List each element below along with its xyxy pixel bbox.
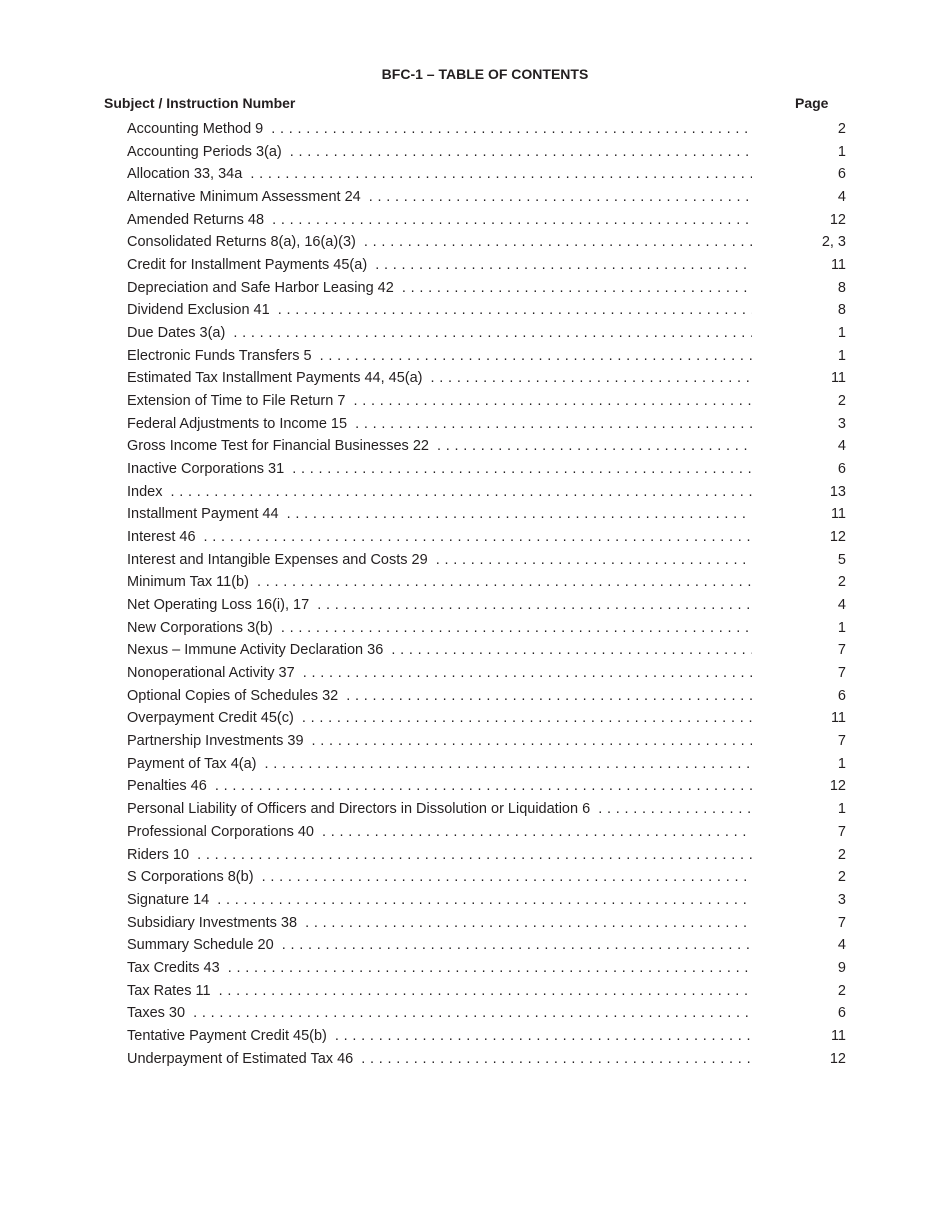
toc-page-number: 6 [837,461,846,478]
toc-subject: Partnership Investments 39 [127,733,304,750]
toc-page-number: 12 [829,211,846,228]
toc-subject: Underpayment of Estimated Tax 46 [127,1050,354,1067]
toc-subject: Signature 14 [127,891,210,908]
toc-leader [127,663,752,683]
toc-subject: Nonoperational Activity 37 [127,665,295,682]
toc-page-number: 4 [837,438,846,455]
toc-subject: Estimated Tax Installment Payments 44, 45(a) [127,370,423,387]
toc-leader [127,119,752,139]
toc-subject: Payment of Tax 4(a) [127,755,257,772]
toc-subject: Depreciation and Safe Harbor Leasing 42 [127,279,394,296]
toc-entry [127,572,846,595]
toc-subject: Due Dates 3(a) [127,325,226,342]
toc-page-number: 11 [830,506,846,523]
toc-entry [127,799,846,822]
toc-subject: Summary Schedule 20 [127,937,274,954]
toc-leader [127,913,752,933]
toc-page-number: 1 [837,801,846,818]
toc-subject: Electronic Funds Transfers 5 [127,347,312,364]
toc-leader [127,822,752,842]
toc-subject: Personal Liability of Officers and Directors in Dissolution or Liquidation 6 [127,801,591,818]
toc-entry [127,164,846,187]
toc-leader [127,890,752,910]
toc-leader [127,845,752,865]
toc-subject: Installment Payment 44 [127,506,279,523]
page-title: BFC-1 – TABLE OF CONTENTS [381,66,589,82]
toc-subject: New Corporations 3(b) [127,619,273,636]
toc-page-number: 9 [837,959,846,976]
toc-page-number: 11 [830,1027,846,1044]
toc-subject: Overpayment Credit 45(c) [127,710,294,727]
toc-entry [127,958,846,981]
toc-page-number: 1 [837,143,846,160]
toc-leader [127,164,752,184]
toc-entry [127,867,846,890]
toc-leader [127,686,752,706]
toc-entry [127,459,846,482]
toc-page-number: 2 [837,869,846,886]
toc-entry [127,278,846,301]
toc-page-number: 1 [837,619,846,636]
toc-page-number: 1 [837,347,846,364]
toc-entry [127,595,846,618]
toc-entry [127,142,846,165]
toc-page-number: 13 [829,483,846,500]
toc-subject: Inactive Corporations 31 [127,461,285,478]
toc-subject: Federal Adjustments to Income 15 [127,415,348,432]
toc-entry [127,414,846,437]
toc-subject: Tax Rates 11 [127,982,211,999]
toc-entry [127,119,846,142]
toc-page-number: 6 [837,166,846,183]
toc-entry [127,640,846,663]
toc-page-number: 11 [830,370,846,387]
toc-page-number: 3 [837,415,846,432]
toc-page-number: 2, 3 [821,234,846,251]
toc-leader [127,640,752,660]
toc-leader [127,754,752,774]
toc-entry [127,504,846,527]
toc-page-number: 3 [837,891,846,908]
toc-page-number: 7 [837,733,846,750]
toc-leader [127,142,752,162]
toc-subject: Tentative Payment Credit 45(b) [127,1027,327,1044]
toc-page-number: 2 [837,393,846,410]
toc-entry [127,935,846,958]
toc-entry [127,618,846,641]
toc-entry [127,346,846,369]
toc-leader [127,255,752,275]
toc-subject: Nexus – Immune Activity Declaration 36 [127,642,384,659]
toc-entry [127,1003,846,1026]
toc-entry [127,255,846,278]
toc-subject: Tax Credits 43 [127,959,220,976]
toc-subject: Credit for Installment Payments 45(a) [127,257,368,274]
toc-leader [127,550,752,570]
toc-page-number: 11 [830,710,846,727]
toc-page-number: 4 [837,189,846,206]
toc-leader [127,300,752,320]
toc-entry [127,550,846,573]
toc-leader [127,459,752,479]
toc-leader [127,414,752,434]
toc-page-number: 1 [837,755,846,772]
toc-leader [127,572,752,592]
toc-leader [127,527,752,547]
toc-entry [127,527,846,550]
toc-entry [127,731,846,754]
toc-entry [127,232,846,255]
toc-subject: Dividend Exclusion 41 [127,302,270,319]
toc-entry [127,323,846,346]
toc-subject: Net Operating Loss 16(i), 17 [127,597,310,614]
toc-entry [127,913,846,936]
toc-subject: S Corporations 8(b) [127,869,254,886]
toc-entry [127,1049,846,1072]
toc-page-number: 8 [837,302,846,319]
toc-leader [127,210,752,230]
toc-entry [127,845,846,868]
toc-leader [127,368,752,388]
toc-leader [127,731,752,751]
toc-leader [127,346,752,366]
toc-entry [127,822,846,845]
toc-entry [127,187,846,210]
toc-subject: Accounting Method 9 [127,121,264,137]
toc-entry [127,708,846,731]
toc-leader [127,776,752,796]
page-column-header: Page [795,95,829,111]
toc-entry [127,890,846,913]
toc-entry [127,754,846,777]
toc-subject: Optional Copies of Schedules 32 [127,687,339,704]
toc-subject: Penalties 46 [127,778,207,795]
toc-subject: Riders 10 [127,846,190,863]
toc-entry [127,776,846,799]
toc-leader [127,436,752,456]
toc-leader [127,708,752,728]
toc-subject: Taxes 30 [127,1005,186,1022]
toc-subject: Minimum Tax 11(b) [127,574,249,591]
toc-entry [127,436,846,459]
toc-entry [127,1026,846,1049]
toc-subject: Amended Returns 48 [127,211,265,228]
toc-page-number: 7 [837,914,846,931]
toc-subject: Professional Corporations 40 [127,823,314,840]
toc-page-number: 7 [837,642,846,659]
toc-entry [127,368,846,391]
toc-leader [127,799,752,819]
toc-leader [127,323,752,343]
toc-leader [127,981,752,1001]
toc-subject: Index [127,483,163,500]
toc-list [127,119,846,1071]
toc-entry [127,391,846,414]
toc-leader [127,187,752,207]
toc-subject: Alternative Minimum Assessment 24 [127,189,361,206]
toc-subject: Interest 46 [127,529,196,546]
toc-page-number: 12 [829,529,846,546]
toc-leader [127,595,752,615]
toc-subject: Interest and Intangible Expenses and Costs 29 [127,551,428,568]
toc-page-number: 11 [830,257,846,274]
toc-leader [127,1026,752,1046]
toc-page-number: 12 [829,778,846,795]
toc-page-number: 1 [837,325,846,342]
toc-leader [127,1049,752,1069]
toc-leader [127,391,752,411]
toc-page-number: 4 [837,597,846,614]
toc-page-number: 7 [837,823,846,840]
toc-leader [127,867,752,887]
toc-entry [127,210,846,233]
toc-entry [127,686,846,709]
toc-subject: Allocation 33, 34a [127,166,243,183]
toc-page-number: 2 [837,982,846,999]
toc-subject: Accounting Periods 3(a) [127,143,282,160]
toc-entry [127,981,846,1004]
toc-entry [127,663,846,686]
toc-page-number: 12 [829,1050,846,1067]
toc-leader [127,935,752,955]
subject-column-header: Subject / Instruction Number [104,95,296,111]
toc-subject: Extension of Time to File Return 7 [127,393,346,410]
toc-page-number: 4 [837,937,846,954]
toc-page-number: 2 [837,121,846,137]
toc-page-number: 2 [837,574,846,591]
toc-leader [127,482,752,502]
toc-page-number: 2 [837,846,846,863]
toc-leader [127,958,752,978]
toc-entry [127,300,846,323]
toc-page-number: 6 [837,1005,846,1022]
toc-entry [127,482,846,505]
toc-page-number: 7 [837,665,846,682]
toc-leader [127,278,752,298]
toc-leader [127,232,752,252]
toc-subject: Consolidated Returns 8(a), 16(a)(3) [127,234,356,251]
toc-page-number: 6 [837,687,846,704]
toc-subject: Subsidiary Investments 38 [127,914,298,931]
toc-leader [127,1003,752,1023]
toc-leader [127,504,752,524]
toc-page-number: 8 [837,279,846,296]
toc-page-number: 5 [837,551,846,568]
toc-leader [127,618,752,638]
toc-subject: Gross Income Test for Financial Businesses 22 [127,438,429,455]
